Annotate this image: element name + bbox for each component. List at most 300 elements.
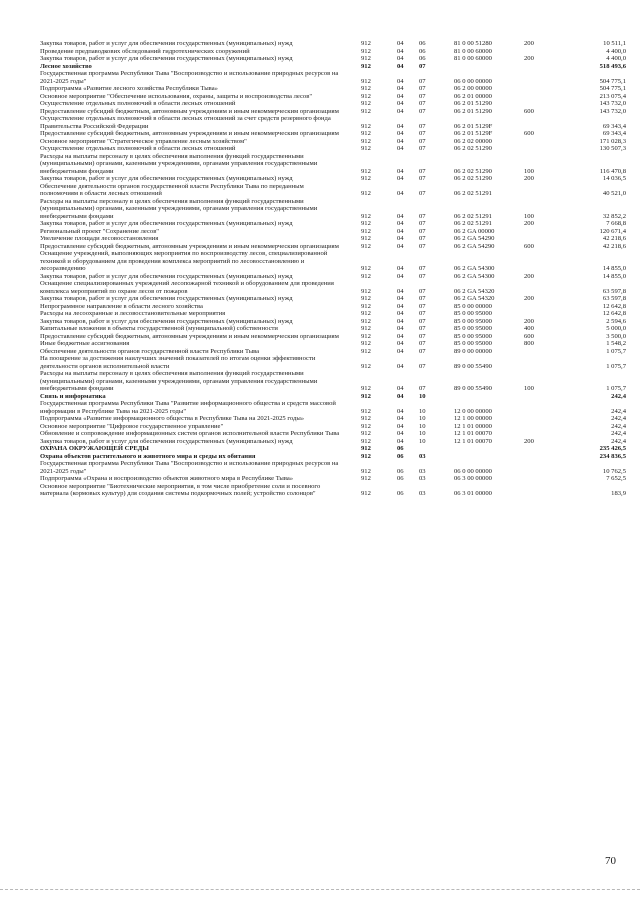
subsection-code: 07 [419, 340, 426, 347]
target-article-code: 89 0 00 00000 [454, 347, 492, 355]
row-name: Осуществление отдельных полномочий в области лесных отношений [40, 100, 236, 107]
table-row [0, 370, 640, 393]
table-row [0, 138, 640, 146]
table-row [0, 483, 640, 498]
expense-type-code: 200 [524, 437, 534, 445]
target-article-code: 06 2 02 00000 [454, 137, 492, 145]
row-name: Осуществление отдельных полномочий в области лесных отношений за счет средств резервного фонда Правительства Российской Федерации [40, 115, 331, 130]
amount: 518 493,6 [599, 62, 626, 70]
grbs-code: 912 [361, 317, 371, 325]
amount: 5 000,0 [606, 325, 626, 332]
table-row [0, 198, 640, 221]
grbs-code: 912 [361, 385, 371, 392]
grbs-code: 912 [361, 235, 371, 242]
target-article-code: 06 2 00 00000 [454, 85, 492, 92]
subsection-code: 07 [419, 145, 426, 152]
subsection-code: 07 [419, 130, 426, 137]
subsection-code: 07 [419, 235, 426, 242]
target-article-code: 06 2 GA 54320 [454, 287, 495, 295]
section-code: 04 [397, 325, 404, 332]
grbs-code: 912 [361, 107, 371, 115]
section-code: 04 [397, 220, 404, 227]
amount: 10 511,1 [603, 40, 626, 47]
grbs-code: 912 [361, 227, 371, 235]
amount: 10 762,5 [602, 467, 626, 475]
section-code: 04 [397, 100, 404, 107]
grbs-code: 912 [361, 62, 371, 70]
row-name: Закупка товаров, работ и услуг для обеспечения государственных (муниципальных) нужд [40, 175, 293, 182]
section-code: 04 [397, 392, 404, 400]
grbs-code: 912 [361, 137, 371, 145]
row-name: Расходы на лесоохранные и лесовосстановительные мероприятия [40, 310, 226, 317]
section-code: 04 [397, 422, 404, 430]
grbs-code: 912 [361, 490, 371, 497]
budget-table [0, 40, 640, 498]
row-name: Подпрограмма «Развитие информационного общества в Республике Тыва на 2021-2025 годы» [40, 415, 305, 422]
subsection-code: 07 [419, 227, 426, 235]
row-name: Непрограммное направление в области лесного хозяйства [40, 302, 203, 310]
target-article-code: 81 0 00 51280 [454, 40, 492, 47]
section-code: 04 [397, 302, 404, 310]
section-code: 04 [397, 85, 404, 92]
row-name: На поощрение за достижения наилучших значений показателей по итогам оценки эффективности деятельности органов исполнительной власти [40, 355, 316, 370]
row-name: Расходы на выплаты персоналу в целях обеспечения выполнения функций государственными (муниципальными) органами, казенными учреждениями, органами управления государственными внебюджетными фондами [40, 370, 318, 392]
amount: 40 521,0 [602, 190, 626, 197]
grbs-code: 912 [361, 220, 371, 227]
row-name: Увеличение площади лесовосстановления [40, 235, 159, 242]
grbs-code: 912 [361, 167, 371, 175]
table-row [0, 318, 640, 326]
section-code: 04 [397, 122, 404, 130]
target-article-code: 06 3 00 00000 [454, 475, 492, 482]
target-article-code: 89 0 00 55490 [454, 385, 492, 392]
table-row [0, 108, 640, 116]
table-row [0, 145, 640, 153]
table-row [0, 183, 640, 198]
page-bottom-rule [0, 889, 640, 890]
target-article-code: 06 2 GA 00000 [454, 227, 495, 235]
target-article-code: 06 2 02 51291 [454, 220, 492, 227]
section-code: 04 [397, 310, 404, 317]
target-article-code: 06 2 01 00000 [454, 92, 492, 100]
table-row [0, 250, 640, 273]
section-code: 04 [397, 415, 404, 422]
table-row [0, 243, 640, 251]
target-article-code: 06 2 02 51291 [454, 190, 492, 197]
subsection-code: 07 [419, 220, 426, 227]
subsection-code: 07 [419, 362, 426, 370]
table-row [0, 400, 640, 415]
target-article-code: 85 0 00 00000 [454, 302, 492, 310]
row-name: Основное мероприятие "Цифровое государственное управление" [40, 422, 224, 430]
subsection-code: 07 [419, 272, 426, 280]
amount: 1 548,2 [606, 340, 626, 347]
section-code: 04 [397, 272, 404, 280]
table-row [0, 438, 640, 446]
grbs-code: 912 [361, 310, 371, 317]
subsection-code: 06 [419, 55, 426, 62]
grbs-code: 912 [361, 122, 371, 130]
row-name: Подпрограмма «Охрана и воспроизводство объектов животного мира в Республике Тыва» [40, 475, 294, 482]
section-code: 04 [397, 437, 404, 445]
table-row [0, 63, 640, 71]
table-row [0, 100, 640, 108]
row-name: Региональный проект "Сохранение лесов" [40, 227, 159, 235]
section-code: 04 [397, 167, 404, 175]
target-article-code: 06 2 02 51290 [454, 145, 492, 152]
grbs-code: 912 [361, 430, 371, 437]
section-code: 04 [397, 77, 404, 85]
section-code: 04 [397, 190, 404, 197]
grbs-code: 912 [361, 265, 371, 272]
row-name: ОХРАНА ОКРУЖАЮЩЕЙ СРЕДЫ [40, 445, 149, 452]
target-article-code: 85 0 00 95000 [454, 317, 492, 325]
section-code: 04 [397, 145, 404, 152]
subsection-code: 07 [419, 265, 426, 272]
row-name: Иные бюджетные ассигнования [40, 340, 130, 347]
grbs-code: 912 [361, 302, 371, 310]
subsection-code: 07 [419, 100, 426, 107]
subsection-code: 07 [419, 137, 426, 145]
section-code: 04 [397, 130, 404, 137]
amount: 7 668,8 [606, 220, 626, 227]
target-article-code: 06 2 GA 54320 [454, 295, 495, 302]
amount: 7 652,5 [606, 475, 626, 482]
grbs-code: 912 [361, 407, 371, 415]
expense-type-code: 200 [524, 220, 534, 227]
amount: 116 470,8 [599, 167, 626, 175]
expense-type-code: 600 [524, 332, 534, 340]
grbs-code: 912 [361, 340, 371, 347]
subsection-code: 07 [419, 385, 426, 392]
table-row [0, 310, 640, 318]
table-row [0, 445, 640, 453]
target-article-code: 06 2 02 51291 [454, 212, 492, 220]
table-row [0, 475, 640, 483]
section-code: 04 [397, 295, 404, 302]
target-article-code: 85 0 00 95000 [454, 325, 492, 332]
target-article-code: 06 2 01 5129F [454, 130, 493, 137]
row-name: Закупка товаров, работ и услуг для обеспечения государственных (муниципальных) нужд [40, 272, 293, 280]
grbs-code: 912 [361, 467, 371, 475]
subsection-code: 10 [419, 430, 426, 437]
section-code: 04 [397, 62, 404, 70]
row-name: Осуществление отдельных полномочий в области лесных отношений [40, 145, 236, 152]
table-row [0, 153, 640, 176]
target-article-code: 12 1 01 00070 [454, 430, 492, 437]
row-name: Закупка товаров, работ и услуг для обеспечения государственных (муниципальных) нужд [40, 295, 293, 302]
section-code: 04 [397, 265, 404, 272]
table-row [0, 423, 640, 431]
table-row [0, 70, 640, 85]
row-name: Лесное хозяйство [40, 62, 92, 70]
grbs-code: 912 [361, 47, 371, 55]
table-row [0, 355, 640, 370]
grbs-code: 912 [361, 287, 371, 295]
grbs-code: 912 [361, 295, 371, 302]
grbs-code: 912 [361, 190, 371, 197]
amount: 183,9 [611, 490, 626, 497]
subsection-code: 07 [419, 122, 426, 130]
target-article-code: 81 0 00 60000 [454, 47, 492, 55]
expense-type-code: 400 [524, 325, 534, 332]
row-name: Закупка товаров, работ и услуг для обеспечения государственных (муниципальных) нужд [40, 437, 293, 445]
row-name: Подпрограмма «Развитие лесного хозяйства Республики Тыва» [40, 85, 218, 92]
row-name: Оснащение специализированных учреждений лесопожарной техникой и оборудованием для проведения комплекса мероприятий по охране лесов от пожаров [40, 280, 334, 295]
row-name: Закупка товаров, работ и услуг для обеспечения государственных (муниципальных) нужд [40, 220, 293, 227]
amount: 234 836,5 [599, 452, 626, 460]
subsection-code: 03 [419, 452, 426, 460]
subsection-code: 07 [419, 212, 426, 220]
grbs-code: 912 [361, 40, 371, 47]
section-code: 04 [397, 340, 404, 347]
row-name: Государственная программа Республики Тыва "Воспроизводство и использование природных ресурсов на 2021-2025 годы" [40, 70, 339, 85]
subsection-code: 07 [419, 242, 426, 250]
expense-type-code: 600 [524, 130, 534, 137]
amount: 4 400,0 [606, 55, 626, 62]
amount: 42 218,6 [602, 235, 626, 242]
subsection-code: 07 [419, 287, 426, 295]
grbs-code: 912 [361, 92, 371, 100]
row-name: Проведение предпаводкових обследований гидротехнических сооружений [40, 47, 250, 55]
subsection-code: 10 [419, 437, 426, 445]
subsection-code: 07 [419, 332, 426, 340]
subsection-code: 07 [419, 317, 426, 325]
row-name: Основное мероприятие "Стратегическое управление лесным хозяйством" [40, 137, 247, 145]
grbs-code: 912 [361, 85, 371, 92]
subsection-code: 03 [419, 490, 426, 497]
table-row [0, 340, 640, 348]
amount: 14 855,0 [602, 272, 626, 280]
table-row [0, 85, 640, 93]
grbs-code: 912 [361, 130, 371, 137]
amount: 14 036,5 [602, 175, 626, 182]
grbs-code: 912 [361, 175, 371, 182]
expense-type-code: 100 [524, 385, 534, 392]
row-name: Основное мероприятие "Биотехнические мероприятия, в том числе приобретение соли и посевного материала (кормовых культур) для создания системы подкормочных полей; устройство солонцов" [40, 482, 321, 497]
subsection-code: 10 [419, 392, 426, 400]
expense-type-code: 600 [524, 242, 534, 250]
row-name: Обновление и сопровождение информационных систем органов исполнительной власти Республики Тыва [40, 430, 340, 437]
row-name: Обеспечение деятельности органов государственной власти Республики Тыва [40, 347, 260, 355]
row-name: Связь и информатика [40, 392, 106, 400]
table-row [0, 303, 640, 311]
amount: 504 775,1 [599, 85, 626, 92]
row-name: Обеспечение деятельности органов государственной власти Республики Тыва по переданным полномочиям в области лесных отношений [40, 182, 304, 197]
grbs-code: 912 [361, 437, 371, 445]
amount: 14 855,0 [602, 265, 626, 272]
table-row [0, 430, 640, 438]
row-name: Закупка товаров, работ и услуг для обеспечения государственных (муниципальных) нужд [40, 40, 293, 47]
table-row [0, 115, 640, 130]
amount: 1 075,7 [606, 385, 626, 392]
section-code: 04 [397, 317, 404, 325]
grbs-code: 912 [361, 347, 371, 355]
section-code: 04 [397, 40, 404, 47]
subsection-code: 07 [419, 310, 426, 317]
row-name: Предоставление субсидий бюджетным, автономным учреждениям и иным некоммерческим организациям [40, 332, 339, 340]
target-article-code: 06 2 01 5129F [454, 122, 493, 130]
subsection-code: 07 [419, 107, 426, 115]
target-article-code: 06 2 GA 54290 [454, 235, 495, 242]
target-article-code: 06 2 GA 54300 [454, 272, 495, 280]
amount: 504 775,1 [599, 77, 626, 85]
table-row [0, 130, 640, 138]
section-code: 06 [397, 475, 404, 482]
row-name: Предоставление субсидий бюджетным, автономным учреждениям и иным некоммерческим организациям [40, 107, 339, 115]
subsection-code: 10 [419, 415, 426, 422]
subsection-code: 06 [419, 47, 426, 55]
grbs-code: 912 [361, 392, 371, 400]
table-row [0, 333, 640, 341]
grbs-code: 912 [361, 100, 371, 107]
table-row [0, 55, 640, 63]
amount: 171 028,3 [599, 137, 626, 145]
subsection-code: 10 [419, 422, 426, 430]
table-row [0, 48, 640, 56]
grbs-code: 912 [361, 242, 371, 250]
subsection-code: 03 [419, 475, 426, 482]
section-code: 06 [397, 445, 404, 452]
amount: 69 343,4 [602, 130, 626, 137]
row-name: Государственная программа Республики Тыва "Развитие информационного общества и средств массовой информации в Республике Тыва на 2021-2025 годы" [40, 400, 336, 415]
row-name: Закупка товаров, работ и услуг для обеспечения государственных (муниципальных) нужд [40, 317, 293, 325]
grbs-code: 912 [361, 445, 371, 452]
amount: 3 500,0 [606, 332, 626, 340]
expense-type-code: 200 [524, 55, 534, 62]
target-article-code: 12 1 01 00070 [454, 437, 492, 445]
subsection-code: 06 [419, 40, 426, 47]
table-row [0, 228, 640, 236]
subsection-code: 07 [419, 77, 426, 85]
expense-type-code: 200 [524, 295, 534, 302]
subsection-code: 07 [419, 325, 426, 332]
section-code: 04 [397, 92, 404, 100]
subsection-code: 07 [419, 295, 426, 302]
amount: 242,4 [611, 392, 626, 400]
amount: 143 732,0 [599, 100, 626, 107]
table-row [0, 220, 640, 228]
table-row [0, 295, 640, 303]
target-article-code: 06 2 01 51290 [454, 107, 492, 115]
table-row [0, 460, 640, 475]
row-name: Расходы на выплаты персоналу в целях обеспечения выполнения функций государственными (муниципальными) органами, казенными учреждениями, органами управления государственными внебюджетными фондами [40, 197, 318, 220]
page-number: 70 [605, 855, 616, 867]
subsection-code: 07 [419, 62, 426, 70]
target-article-code: 81 0 00 60000 [454, 55, 492, 62]
grbs-code: 912 [361, 452, 371, 460]
expense-type-code: 800 [524, 340, 534, 347]
amount: 242,4 [611, 437, 626, 445]
amount: 69 343,4 [602, 122, 626, 130]
grbs-code: 912 [361, 145, 371, 152]
row-name: Государственная программа Республики Тыва "Воспроизводство и использование природных ресурсов на 2021-2025 годы" [40, 460, 339, 475]
amount: 63 597,8 [602, 295, 626, 302]
section-code: 04 [397, 385, 404, 392]
amount: 120 671,4 [599, 227, 626, 235]
subsection-code: 10 [419, 407, 426, 415]
grbs-code: 912 [361, 55, 371, 62]
section-code: 04 [397, 407, 404, 415]
expense-type-code: 200 [524, 317, 534, 325]
grbs-code: 912 [361, 422, 371, 430]
section-code: 04 [397, 212, 404, 220]
row-name: Расходы на выплаты персоналу в целях обеспечения выполнения функций государственными (муниципальными) органами, казенными учреждениями, органами управления государственными внебюджетными фондами [40, 152, 318, 175]
section-code: 04 [397, 137, 404, 145]
amount: 143 732,0 [599, 107, 626, 115]
amount: 63 597,8 [602, 287, 626, 295]
amount: 12 642,8 [602, 302, 626, 310]
section-code: 04 [397, 332, 404, 340]
row-name: Закупка товаров, работ и услуг для обеспечения государственных (муниципальных) нужд [40, 55, 293, 62]
section-code: 04 [397, 430, 404, 437]
target-article-code: 85 0 00 95000 [454, 332, 492, 340]
subsection-code: 07 [419, 190, 426, 197]
section-code: 06 [397, 452, 404, 460]
amount: 1 075,7 [606, 347, 626, 355]
section-code: 04 [397, 55, 404, 62]
target-article-code: 06 2 02 51290 [454, 175, 492, 182]
grbs-code: 912 [361, 362, 371, 370]
amount: 42 218,6 [602, 242, 626, 250]
grbs-code: 912 [361, 325, 371, 332]
row-name: Охрана объектов растительного и животного мира и среды их обитания [40, 452, 256, 460]
row-name: Предоставление субсидий бюджетным, автономным учреждениям и иным некоммерческим организациям [40, 242, 339, 250]
subsection-code: 07 [419, 92, 426, 100]
amount: 242,4 [611, 422, 626, 430]
table-row [0, 273, 640, 281]
expense-type-code: 200 [524, 272, 534, 280]
table-row [0, 453, 640, 461]
expense-type-code: 200 [524, 175, 534, 182]
section-code: 04 [397, 107, 404, 115]
table-row [0, 348, 640, 356]
amount: 32 852,2 [602, 212, 626, 220]
target-article-code: 12 1 00 00000 [454, 415, 492, 422]
grbs-code: 912 [361, 475, 371, 482]
subsection-code: 07 [419, 167, 426, 175]
section-code: 06 [397, 490, 404, 497]
subsection-code: 07 [419, 347, 426, 355]
expense-type-code: 600 [524, 107, 534, 115]
target-article-code: 85 0 00 95000 [454, 340, 492, 347]
target-article-code: 12 1 01 00000 [454, 422, 492, 430]
row-name: Оснащение учреждений, выполняющих мероприятия по воспроизводству лесов, специализированной техникой и оборудованием для проведения комплекса мероприятий по лесовосстановлению и лесоразведению [40, 250, 328, 272]
amount: 235 426,5 [599, 445, 626, 452]
target-article-code: 06 2 GA 54290 [454, 242, 495, 250]
amount: 130 507,3 [599, 145, 626, 152]
row-name: Предоставление субсидий бюджетным, автономным учреждениям и иным некоммерческим организациям [40, 130, 339, 137]
table-row [0, 393, 640, 401]
target-article-code: 06 3 01 00000 [454, 490, 492, 497]
table-row [0, 93, 640, 101]
expense-type-code: 100 [524, 167, 534, 175]
target-article-code: 06 2 01 51290 [454, 100, 492, 107]
section-code: 04 [397, 235, 404, 242]
grbs-code: 912 [361, 415, 371, 422]
row-name: Капитальные вложения в объекты государственной (муниципальной) собственности [40, 325, 278, 332]
section-code: 04 [397, 47, 404, 55]
section-code: 04 [397, 227, 404, 235]
amount: 2 594,6 [606, 317, 626, 325]
target-article-code: 06 2 02 51290 [454, 167, 492, 175]
grbs-code: 912 [361, 332, 371, 340]
amount: 242,4 [611, 415, 626, 422]
section-code: 04 [397, 347, 404, 355]
target-article-code: 89 0 00 55490 [454, 362, 492, 370]
table-row [0, 40, 640, 48]
subsection-code: 07 [419, 302, 426, 310]
